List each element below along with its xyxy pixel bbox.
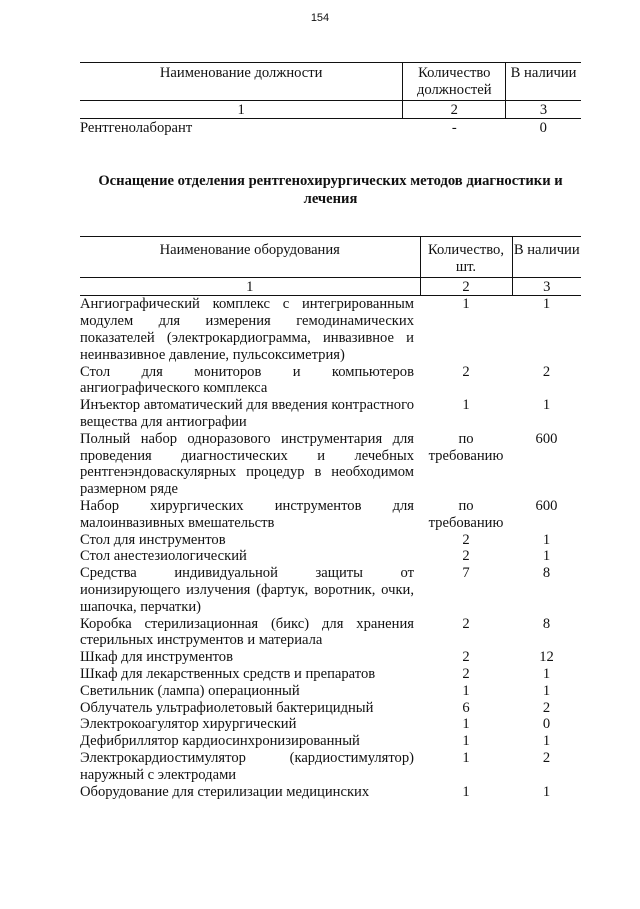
table-row: [80, 565, 581, 615]
equipment-name: Набор хирургических инструментов для малоинвазивных вмешательств: [80, 497, 414, 531]
table-row: [80, 498, 581, 532]
equipment-name: Дефибриллятор кардиосинхронизированный: [80, 733, 360, 750]
equipment-available: 1: [542, 783, 551, 800]
equipment-name: Стол для мониторов и компьютеров ангиографического комплекса: [80, 363, 414, 397]
equipment-name: Светильник (лампа) операционный: [80, 682, 300, 699]
equipment-name: Средства индивидуальной защиты от ионизирующего излучения (фартук, воротник, очки, шапочка, перчатки): [80, 565, 414, 615]
position-count: -: [451, 120, 457, 137]
equipment-available: 1: [542, 733, 551, 750]
table-row: [80, 431, 581, 498]
equipment-quantity: 1: [462, 749, 470, 766]
table-row: [80, 716, 581, 733]
table-row: [80, 616, 581, 650]
equipment-name: Оборудование для стерилизации медицинских: [80, 783, 370, 800]
equipment-quantity: 2: [462, 363, 470, 380]
equipment-quantity: 1: [462, 783, 470, 800]
equipment-quantity: 6: [462, 699, 470, 716]
table-row: [80, 700, 581, 717]
equipment-name: Коробка стерилизационная (бикс) для хранения стерильных инструментов и материала: [80, 615, 414, 649]
header-available: В наличии: [506, 63, 581, 101]
equipment-available: 2: [542, 749, 551, 766]
equipment-quantity: 1: [462, 716, 470, 733]
table-row: [80, 683, 581, 700]
position-name: Рентгенолаборант: [80, 120, 193, 137]
equipment-available: 8: [542, 565, 551, 582]
position-available: 0: [539, 120, 547, 137]
header-position-count: Количество должностей: [403, 63, 506, 101]
table-row: [80, 548, 581, 565]
column-number-row: [80, 277, 581, 296]
equipment-name: Шкаф для инструментов: [80, 649, 233, 666]
equipment-available: 1: [542, 548, 551, 565]
equipment-table: [80, 236, 581, 800]
equipment-name: Стол анестезиологический: [80, 548, 247, 565]
equipment-quantity: 1: [462, 733, 470, 750]
equipment-available: 8: [542, 615, 551, 632]
section-title: Оснащение отделения рентгенохирургических методов диагностики и лечения: [98, 173, 563, 207]
equipment-name: Инъектор автоматический для введения контрастного вещества для антиографии: [80, 397, 414, 430]
page-number: 154: [310, 12, 330, 24]
equipment-quantity: 2: [462, 531, 470, 548]
column-number-1: 1: [80, 277, 420, 296]
column-number-row: [80, 100, 581, 119]
equipment-available: 2: [542, 699, 551, 716]
equipment-quantity: 2: [462, 665, 470, 682]
equipment-available: 1: [542, 296, 551, 313]
equipment-name: Облучатель ультрафиолетовый бактерицидный: [80, 699, 374, 716]
table-row: [80, 397, 581, 431]
equipment-quantity: по требованию: [428, 497, 504, 531]
equipment-available: 1: [542, 682, 551, 699]
header-equipment-name: Наименование оборудования: [80, 237, 420, 278]
table-row: [80, 119, 581, 137]
header-position-name: Наименование должности: [80, 63, 403, 101]
equipment-available: 0: [542, 716, 551, 733]
equipment-name: Ангиографический комплекс с интегрированным модулем для измерения гемодинамических показателей (электрокардиограмма, инвазивное и неинвазивное давление, пульсоксиметрия): [80, 296, 414, 363]
equipment-available: 1: [542, 531, 551, 548]
equipment-name: Шкаф для лекарственных средств и препаратов: [80, 665, 376, 682]
table-row: [80, 733, 581, 750]
equipment-quantity: 1: [462, 397, 470, 414]
equipment-quantity: 1: [462, 682, 470, 699]
equipment-table-body: [80, 296, 581, 800]
table-row: [80, 296, 581, 364]
table-row: [80, 364, 581, 398]
equipment-quantity: 1: [462, 296, 470, 313]
staff-table: [80, 62, 581, 137]
column-number-2: 2: [420, 277, 512, 296]
column-number-2: 2: [403, 100, 506, 119]
equipment-quantity: 2: [462, 548, 470, 565]
header-quantity: Количество, шт.: [420, 237, 512, 278]
equipment-available: 1: [542, 665, 551, 682]
table-header-row: [80, 63, 581, 101]
table-row: [80, 532, 581, 549]
equipment-quantity: 2: [462, 615, 470, 632]
column-number-1: 1: [80, 100, 403, 119]
column-number-3: 3: [506, 100, 581, 119]
equipment-available: 2: [542, 363, 551, 380]
equipment-quantity: 2: [462, 649, 470, 666]
column-number-3: 3: [512, 277, 581, 296]
equipment-available: 600: [535, 430, 558, 447]
header-available: В наличии: [512, 237, 581, 278]
equipment-name: Полный набор одноразового инструментария для проведения диагностических и лечебных рентгенэндоваскулярных процедур в необходимом размерном ряде: [80, 430, 414, 498]
equipment-name: Электрокоагулятор хирургический: [80, 716, 297, 733]
equipment-quantity: 7: [462, 565, 470, 582]
table-row: [80, 666, 581, 683]
equipment-available: 12: [539, 649, 554, 666]
equipment-available: 600: [535, 497, 558, 514]
table-row: [80, 750, 581, 784]
table-row: [80, 784, 581, 801]
equipment-available: 1: [542, 397, 551, 414]
table-header-row: [80, 237, 581, 278]
equipment-quantity: по требованию: [428, 430, 504, 464]
equipment-name: Стол для инструментов: [80, 531, 226, 548]
equipment-name: Электрокардиостимулятор (кардиостимулятор) наружный с электродами: [80, 749, 414, 783]
table-row: [80, 649, 581, 666]
